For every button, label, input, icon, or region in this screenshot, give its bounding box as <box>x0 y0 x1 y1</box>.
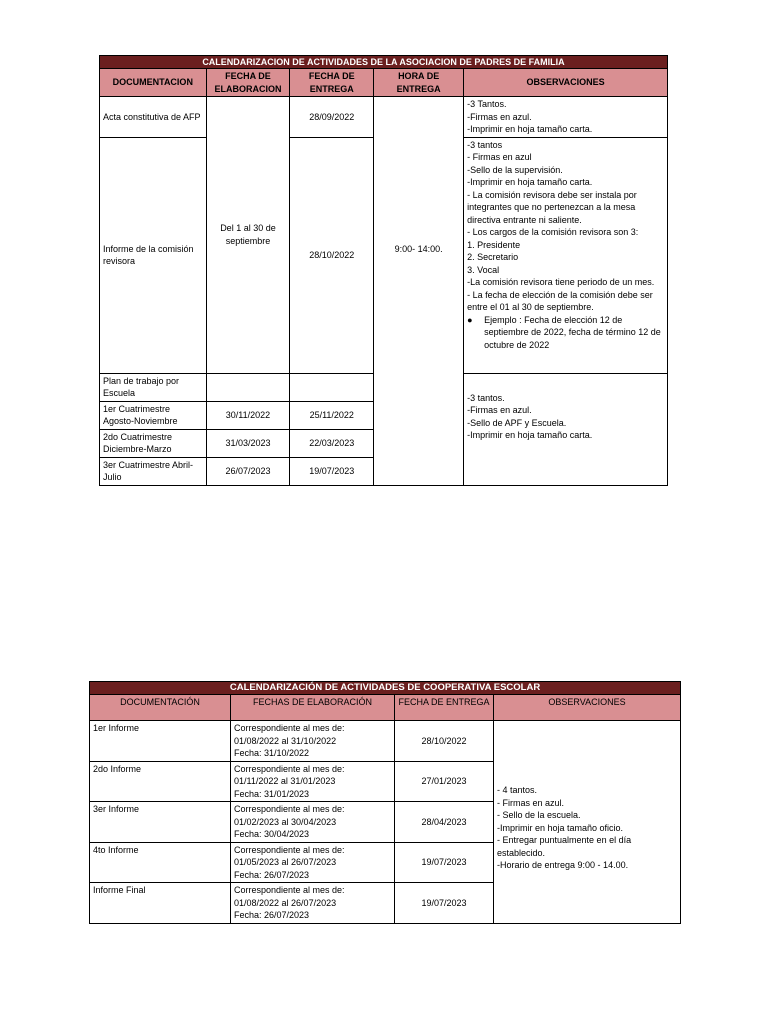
entrega-informe-final: 19/07/2023 <box>395 883 494 924</box>
obs-line: - Firmas en azul. <box>497 797 565 808</box>
obs-informe-line: -3 tantos <box>467 139 503 150</box>
obs-line: -Horario de entrega 9:00 - 14.00. <box>497 860 629 870</box>
doc-informe-3: 3er Informe <box>90 802 231 843</box>
entrega-acta: 28/09/2022 <box>290 97 374 138</box>
obs-informe-line: - La comisión revisora debe ser instala por integrantes que no pertenezcan a la mesa directiva entrante ni saliente. <box>467 189 637 225</box>
entrega-informe-1: 28/10/2022 <box>395 721 494 762</box>
elab-informe-final <box>231 883 395 924</box>
elaboracion-c2: 31/03/2023 <box>206 429 290 457</box>
header-observaciones: OBSERVACIONES <box>494 695 681 721</box>
doc-cuatrimestre-1: 1er Cuatrimestre Agosto-Noviembre <box>100 401 207 429</box>
cooperativa-observaciones <box>494 721 681 924</box>
entrega-informe-3: 28/04/2023 <box>395 802 494 843</box>
obs-plan-line: -3 tantos. <box>467 392 505 403</box>
doc-informe-comision: Informe de la comisión revisora <box>100 137 207 373</box>
doc-informe-1: 1er Informe <box>90 721 231 762</box>
elab-line: Fecha: 30/04/2023 <box>234 829 310 839</box>
entrega-informe: 28/10/2022 <box>290 137 374 373</box>
elab-line: Fecha: 26/07/2023 <box>234 869 310 880</box>
entrega-informe-4: 19/07/2023 <box>395 842 494 883</box>
entrega-c2: 22/03/2023 <box>290 429 374 457</box>
obs-informe-line: - Los cargos de la comisión revisora son 3: <box>467 227 639 237</box>
bullet-icon: ● <box>467 314 473 325</box>
doc-plan-trabajo: Plan de trabajo por Escuela <box>100 373 207 401</box>
obs-acta-line: -3 Tantos. <box>467 99 507 109</box>
entrega-c3: 19/07/2023 <box>290 457 374 485</box>
obs-informe-line: -La comisión revisora tiene periodo de un mes. <box>467 277 655 287</box>
elaboracion-c3: 26/07/2023 <box>206 457 290 485</box>
entrega-plan-empty <box>290 373 374 401</box>
obs-plan-line: -Firmas en azul. <box>467 405 532 415</box>
header-fecha-entrega: FECHA DE ENTREGA <box>395 695 494 721</box>
header-documentacion: DOCUMENTACIÓN <box>90 695 231 721</box>
elab-line: Correspondiente al mes de: <box>234 804 345 814</box>
elaboracion-c1: 30/11/2022 <box>206 401 290 429</box>
doc-informe-4: 4to Informe <box>90 842 231 883</box>
obs-line: - Entregar puntualmente en el día establecido. <box>497 835 632 858</box>
elab-line: 01/11/2022 al 31/01/2023 <box>234 776 336 786</box>
obs-acta-line: -Imprimir en hoja tamaño carta. <box>467 124 593 134</box>
obs-informe <box>464 137 668 373</box>
obs-line: - Sello de la escuela. <box>497 810 581 820</box>
obs-plan-line: -Imprimir en hoja tamaño carta. <box>467 430 593 440</box>
doc-informe-final: Informe Final <box>90 883 231 924</box>
elab-line: Fecha: 31/10/2022 <box>234 748 310 758</box>
elab-informe-1 <box>231 721 395 762</box>
elaboracion-plan-empty <box>206 373 290 401</box>
elab-informe-3 <box>231 802 395 843</box>
doc-cuatrimestre-2: 2do Cuatrimestre Diciembre-Marzo <box>100 429 207 457</box>
elab-line: Fecha: 26/07/2023 <box>234 910 310 920</box>
elab-line: Fecha: 31/01/2023 <box>234 788 310 799</box>
doc-acta-constitutiva: Acta constitutiva de AFP <box>100 97 207 138</box>
obs-line: - 4 tantos. <box>497 785 538 795</box>
elaboracion-septiembre: Del 1 al 30 de septiembre <box>206 97 290 374</box>
header-observaciones: OBSERVACIONES <box>464 69 668 97</box>
obs-acta <box>464 97 668 138</box>
elab-informe-2 <box>231 761 395 802</box>
obs-plan <box>464 373 668 485</box>
hora-empty <box>374 401 464 485</box>
entrega-c1: 25/11/2022 <box>290 401 374 429</box>
obs-informe-line: 2. Secretario <box>467 252 519 262</box>
obs-informe-example-text: Ejemplo : Fecha de elección 12 de septiembre de 2022, fecha de término 12 de octubre de 2022 <box>484 314 661 350</box>
elab-informe-4 <box>231 842 395 883</box>
obs-line: -Imprimir en hoja tamaño oficio. <box>497 822 624 833</box>
cooperativa-calendar-table <box>89 681 681 924</box>
elab-line: Correspondiente al mes de: <box>234 763 345 774</box>
header-fecha-elaboracion: FECHA DE ELABORACION <box>206 69 290 97</box>
apf-table-title: CALENDARIZACION DE ACTIVIDADES DE LA ASOCIACION DE PADRES DE FAMILIA <box>100 56 668 69</box>
obs-informe-line: 3. Vocal <box>467 264 500 275</box>
hora-entrega: 9:00- 14:00. <box>374 97 464 402</box>
obs-informe-line: -Imprimir en hoja tamaño carta. <box>467 177 593 187</box>
header-fecha-entrega: FECHA DE ENTREGA <box>290 69 374 97</box>
header-documentacion: DOCUMENTACION <box>100 69 207 97</box>
obs-informe-line: - La fecha de elección de la comisión debe ser entre el 01 al 30 de septiembre. <box>467 289 653 312</box>
elab-line: Correspondiente al mes de: <box>234 723 345 733</box>
obs-informe-line: 1. Presidente <box>467 239 521 250</box>
elab-line: Correspondiente al mes de: <box>234 885 345 895</box>
obs-informe-line: - Firmas en azul <box>467 152 532 162</box>
header-fechas-elaboracion: FECHAS DE ELABORACIÓN <box>231 695 395 721</box>
obs-informe-line: -Sello de la supervisión. <box>467 164 563 175</box>
doc-informe-2: 2do Informe <box>90 761 231 802</box>
elab-line: 01/08/2022 al 26/07/2023 <box>234 897 337 908</box>
obs-informe-example <box>467 314 664 352</box>
doc-cuatrimestre-3: 3er Cuatrimestre Abril-Julio <box>100 457 207 485</box>
elab-line: 01/05/2023 al 26/07/2023 <box>234 857 337 867</box>
header-hora-entrega: HORA DE ENTREGA <box>374 69 464 97</box>
apf-calendar-table <box>99 55 668 486</box>
entrega-informe-2: 27/01/2023 <box>395 761 494 802</box>
elab-line: 01/08/2022 al 31/10/2022 <box>234 735 337 746</box>
obs-acta-line: -Firmas en azul. <box>467 111 532 122</box>
elab-line: Correspondiente al mes de: <box>234 844 345 855</box>
obs-plan-line: -Sello de APF y Escuela. <box>467 417 567 428</box>
cooperativa-table-title: CALENDARIZACIÓN DE ACTIVIDADES DE COOPERATIVA ESCOLAR <box>90 682 681 695</box>
elab-line: 01/02/2023 al 30/04/2023 <box>234 816 337 827</box>
